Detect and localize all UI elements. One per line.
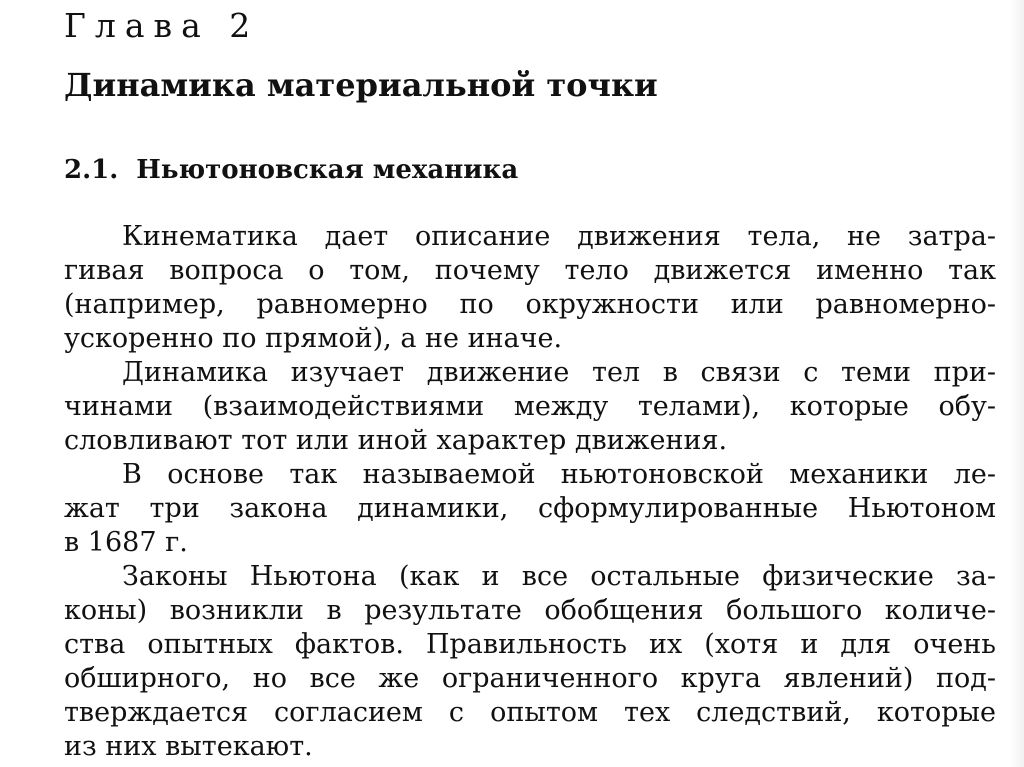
text-line: Кинематика дает описание движения тела, не затра-: [122, 221, 996, 252]
text-line: (например, равномерно по окружности или равномерно-: [64, 289, 996, 320]
section-title: Ньютоновская механика: [136, 155, 519, 185]
text-line: Динамика изучает движение тел в связи с теми при-: [122, 357, 996, 388]
text-line: в 1687 г.: [64, 527, 188, 558]
chapter-label: Глава 2: [64, 6, 260, 45]
text-line: из них вытекают.: [64, 731, 313, 762]
text-line: ства опытных фактов. Правильность их (хотя и для очень: [64, 629, 996, 660]
section-number: 2.1.: [64, 155, 119, 185]
text-line: коны) возникли в результате обобщения большого количе-: [64, 595, 996, 626]
text-line: чинами (взаимодействиями между телами), которые обу-: [64, 391, 996, 422]
page-edge-shadow: [1010, 0, 1024, 767]
text-line: словливают тот или иной характер движения.: [64, 425, 728, 456]
text-line: В основе так называемой ньютоновской механики ле-: [122, 459, 996, 490]
text-line: жат три закона динамики, сформулированные Ньютоном: [64, 493, 996, 524]
text-line: Законы Ньютона (как и все остальные физические за-: [122, 561, 996, 592]
text-line: гивая вопроса о том, почему тело движется именно так: [64, 255, 996, 286]
text-line: ускоренно по прямой), а не иначе.: [64, 323, 563, 354]
text-line: обширного, но все же ограниченного круга явлений) под-: [64, 663, 996, 694]
text-line: тверждается согласием с опытом тех следствий, которые: [64, 697, 996, 728]
chapter-title: Динамика материальной точки: [64, 66, 658, 104]
section-heading: [64, 155, 518, 185]
